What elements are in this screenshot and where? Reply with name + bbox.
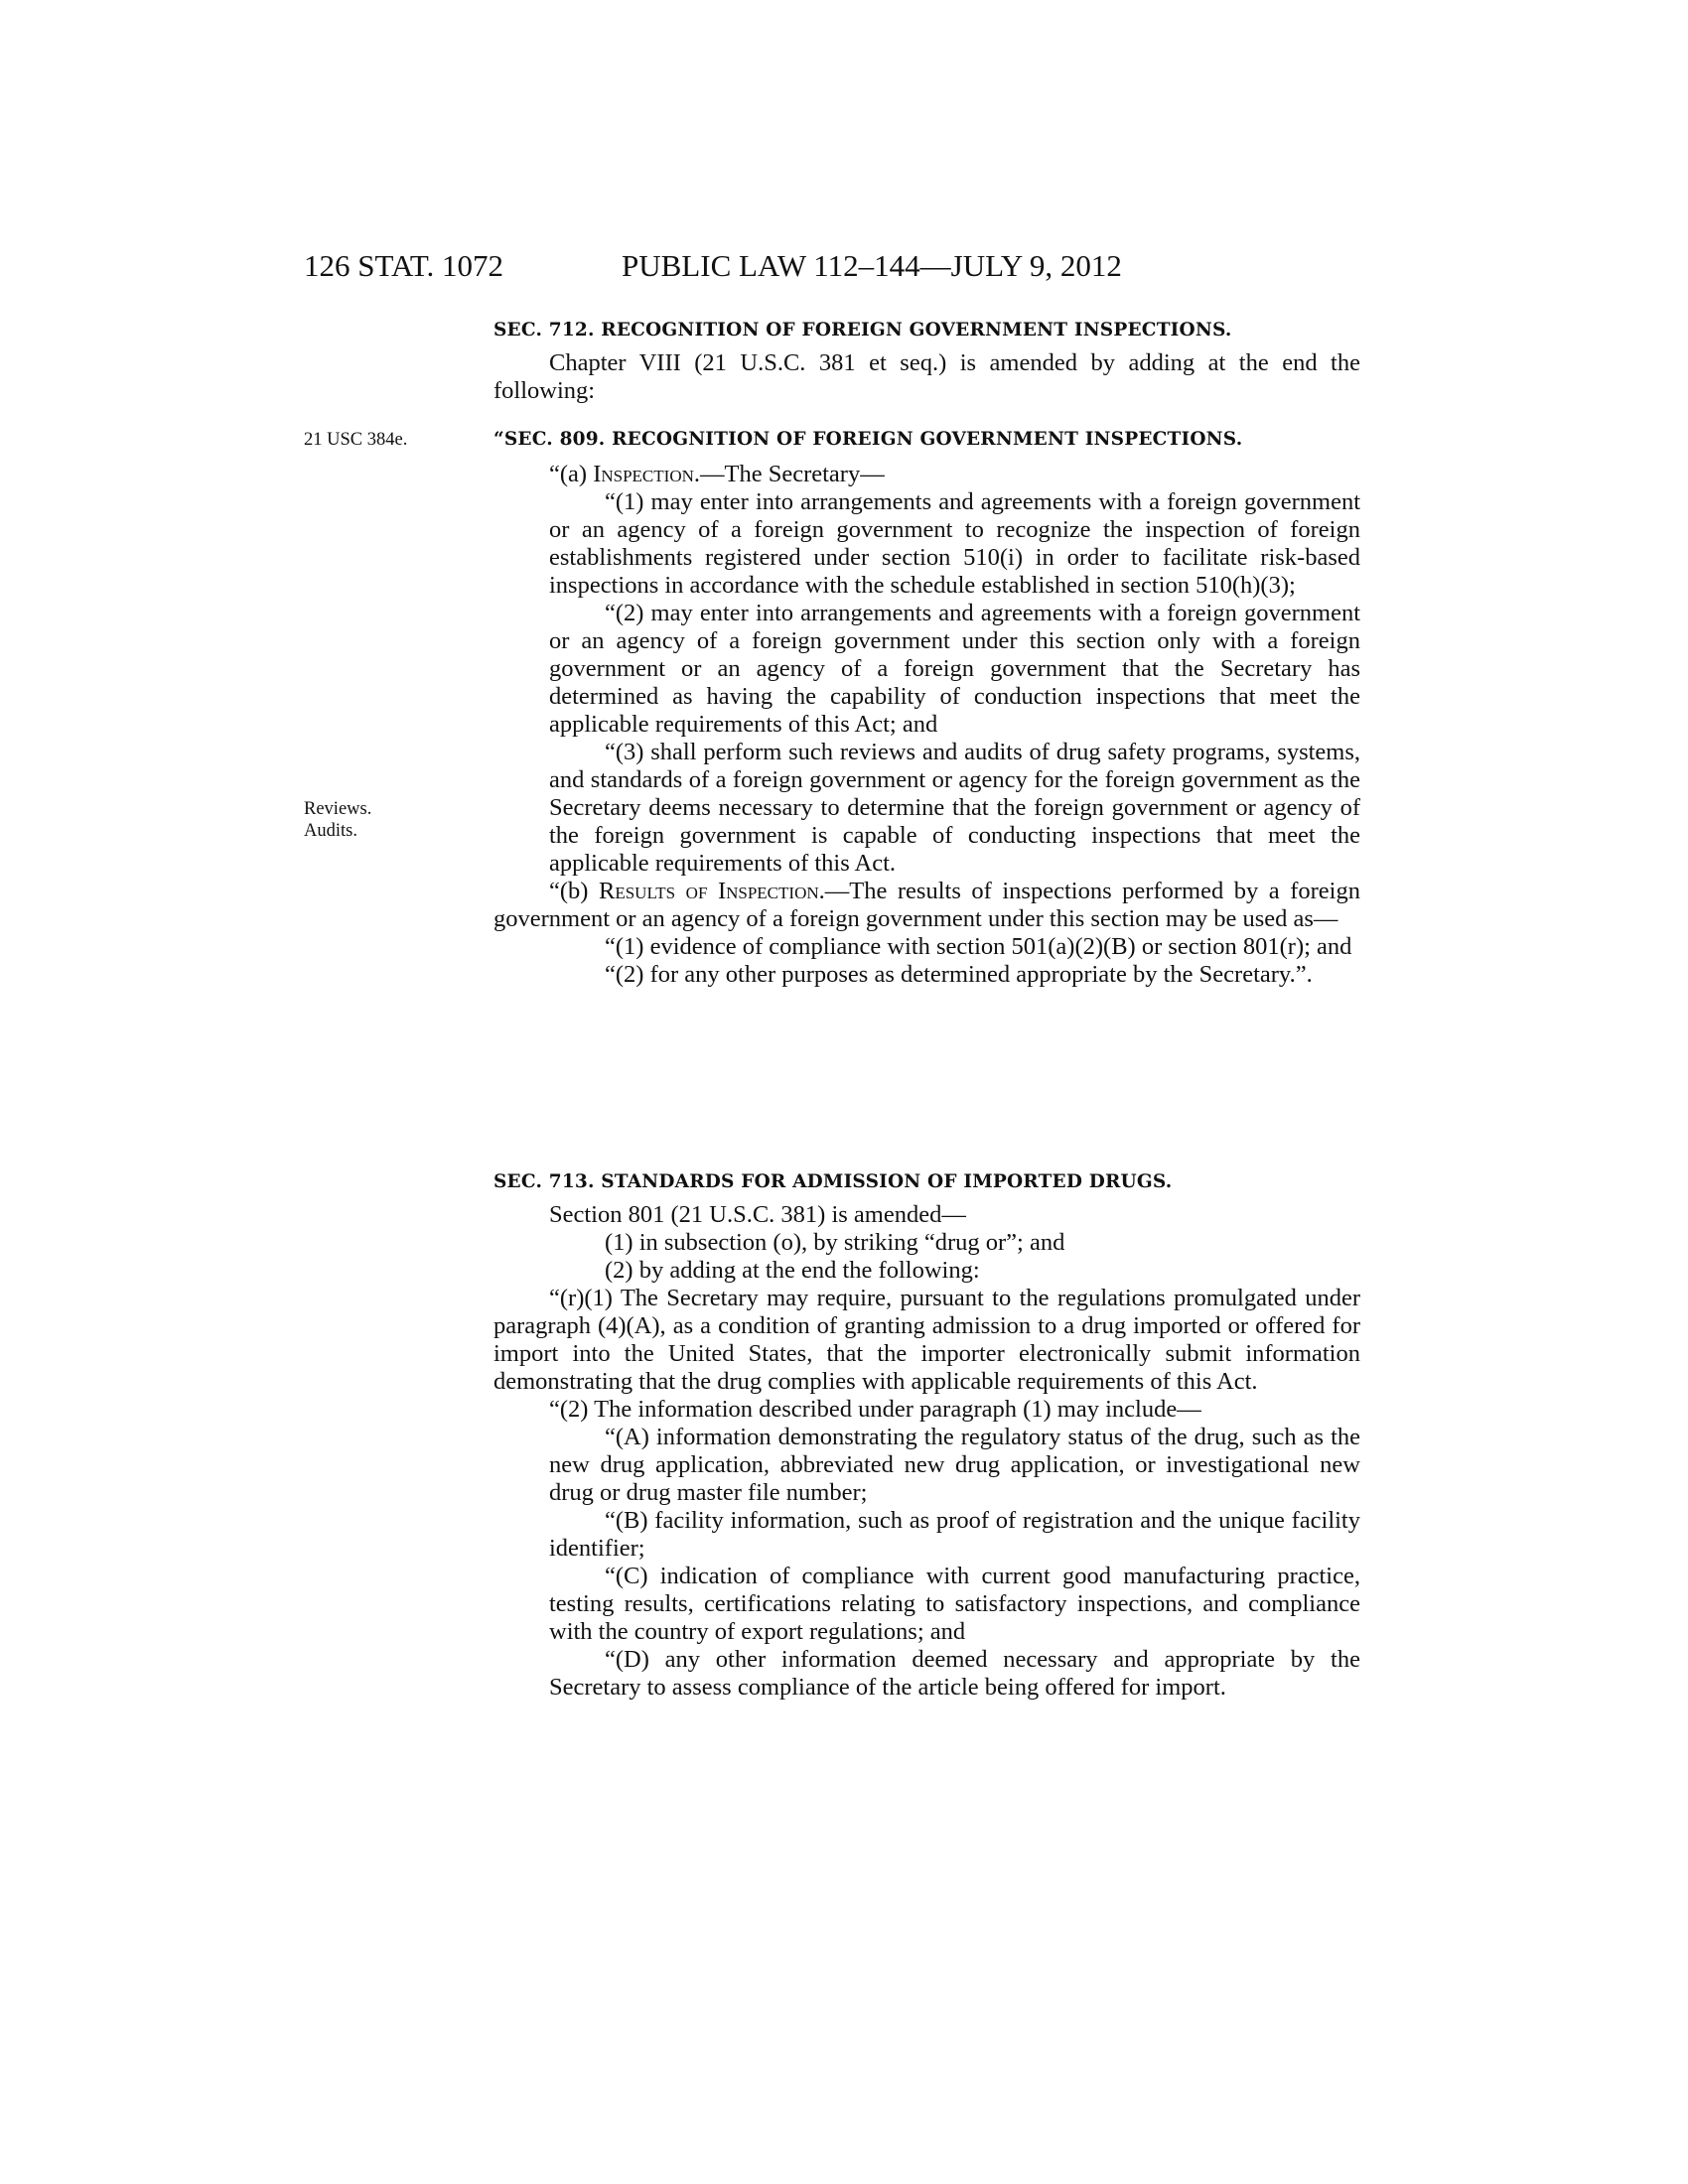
sec-713-item-1: (1) in subsection (o), by striking “drug or”; and [605, 1229, 1065, 1256]
page-header [304, 248, 1366, 292]
sec-713-body [493, 1201, 1360, 1702]
sec-713-intro: Section 801 (21 U.S.C. 381) is amended— [549, 1201, 966, 1228]
sec-712-intro: Chapter VIII (21 U.S.C. 381 et seq.) is amended by adding at the end the following: [493, 349, 1360, 404]
paragraph-a-2: “(2) may enter into arrangements and agreements with a foreign government or an agency of a foreign government under this section only with a foreign government or an agency of a foreign government that the Secretary has determined as having the capability of conduction inspections that meet the applicable requirements of this Act; and [549, 600, 1360, 738]
paragraph-b-2: “(2) for any other purposes as determined appropriate by the Secretary.”. [605, 961, 1313, 988]
subsection-r-2: “(2) The information described under paragraph (1) may include— [549, 1396, 1201, 1423]
stat-page-number: 126 STAT. 1072 [304, 248, 504, 283]
paragraph-b-1: “(1) evidence of compliance with section 501(a)(2)(B) or section 801(r); and [605, 933, 1352, 960]
subsection-r-1: “(r)(1) The Secretary may require, pursuant to the regulations promulgated under paragraph (4)(A), as a condition of granting admission to a drug imported or offered for import into the United States, that the importer electronically submit information demonstrating that the drug complies with applicable requirements of this Act. [493, 1285, 1360, 1395]
sec-809-heading: “SEC. 809. RECOGNITION OF FOREIGN GOVERNMENT INSPECTIONS. [493, 429, 1243, 450]
subparagraph-B: “(B) facility information, such as proof of registration and the unique facility identifier; [549, 1507, 1360, 1562]
margin-note-audits: Audits. [304, 821, 357, 841]
subparagraph-D: “(D) any other information deemed necessary and appropriate by the Secretary to assess compliance of the article being offered for import. [549, 1646, 1360, 1701]
subparagraph-C: “(C) indication of compliance with current good manufacturing practice, testing results, certifications relating to satisfactory inspections, and compliance with the country of export regulations; and [549, 1563, 1360, 1645]
sec-809-body [493, 461, 1360, 989]
subsection-b: “(b) Results of Inspection.—The results of inspections performed by a foreign government or an agency of a foreign government under this section may be used as— [493, 878, 1360, 932]
public-law-citation: PUBLIC LAW 112–144—JULY 9, 2012 [622, 248, 1122, 283]
subsection-b-caption: Results of Inspection [599, 878, 819, 904]
paragraph-a-3: “(3) shall perform such reviews and audits of drug safety programs, systems, and standards of a foreign government or agency for the foreign government as the Secretary deems necessary to determine that the foreign government or agency of the foreign government is capable of conducting inspections that meet the applicable requirements of this Act. [549, 739, 1360, 877]
margin-note-usc: 21 USC 384e. [304, 430, 408, 450]
subparagraph-A: “(A) information demonstrating the regulatory status of the drug, such as the new drug application, abbreviated new drug application, or investigational new drug or drug master file number; [549, 1424, 1360, 1506]
paragraph-a-1: “(1) may enter into arrangements and agreements with a foreign government or an agency of a foreign government to recognize the inspection of foreign establishments registered under section 510(i) in order to facilitate risk-based inspections in accordance with the schedule established in section 510(h)(3); [549, 488, 1360, 599]
sec-713-heading: SEC. 713. STANDARDS FOR ADMISSION OF IMPORTED DRUGS. [493, 1171, 1173, 1192]
margin-note-reviews: Reviews. [304, 799, 372, 819]
sec-713-item-2: (2) by adding at the end the following: [605, 1257, 980, 1284]
sec-712-body [493, 349, 1360, 405]
subsection-a-heading: “(a) Inspection.—The Secretary— [549, 461, 885, 487]
sec-712-heading: SEC. 712. RECOGNITION OF FOREIGN GOVERNMENT INSPECTIONS. [493, 320, 1232, 341]
subsection-a-caption: Inspection [593, 461, 694, 487]
